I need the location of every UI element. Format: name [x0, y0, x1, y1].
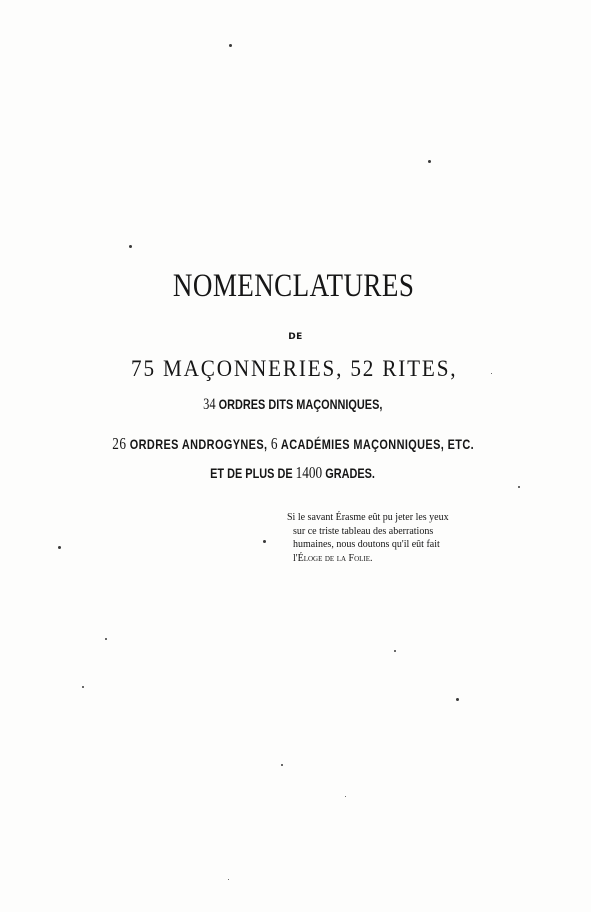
- epigraph-line-3: humaines, nous doutons qu'il eût fait: [293, 539, 440, 550]
- androgynes-text: ORDRES ANDROGYNES,: [129, 436, 268, 452]
- grades-count: 1400: [295, 463, 323, 482]
- ordres-text: ORDRES DITS MAÇONNIQUES,: [218, 396, 383, 412]
- scan-speck: [456, 698, 459, 701]
- scan-speck: [428, 160, 431, 163]
- scan-speck: [229, 44, 232, 47]
- scan-speck: [394, 650, 396, 652]
- epigraph-line-1: Si le savant Érasme eût pu jeter les yeux: [287, 512, 449, 523]
- academies-text: ACADÉMIES MAÇONNIQUES, ETC.: [280, 436, 475, 452]
- subtitle-masonries-rites: 75 MAÇONNERIES, 52 RITES,: [131, 356, 458, 381]
- androgynes-count: 26: [112, 434, 127, 453]
- subtitle-androgynes-academies: [63, 434, 524, 454]
- academies-count: 6: [270, 434, 278, 453]
- scan-speck: [228, 879, 229, 880]
- scan-speck: [345, 796, 346, 797]
- grades-prefix: ET DE PLUS DE: [210, 465, 293, 481]
- epigraph: [283, 511, 498, 565]
- scan-speck: [263, 540, 266, 543]
- subtitle-ordres-maconniques: [62, 396, 523, 414]
- grades-suffix: GRADES.: [325, 465, 375, 481]
- title-connector: DE: [288, 332, 303, 342]
- scan-speck: [518, 486, 520, 488]
- scan-speck: [491, 373, 492, 374]
- epigraph-line-4: l'Éloge de la Folie.: [293, 552, 373, 564]
- subtitle-grades: [62, 463, 523, 483]
- scan-speck: [281, 764, 283, 766]
- scan-speck: [58, 546, 61, 549]
- page-title: NOMENCLATURES: [172, 268, 415, 304]
- scan-speck: [82, 686, 84, 688]
- epigraph-line-2: sur ce triste tableau des aberrations: [293, 525, 434, 537]
- ordres-count: 34: [203, 396, 216, 413]
- scan-speck: [129, 245, 132, 248]
- book-title-eloge: Éloge de la Folie: [297, 552, 371, 564]
- scan-speck: [105, 638, 107, 640]
